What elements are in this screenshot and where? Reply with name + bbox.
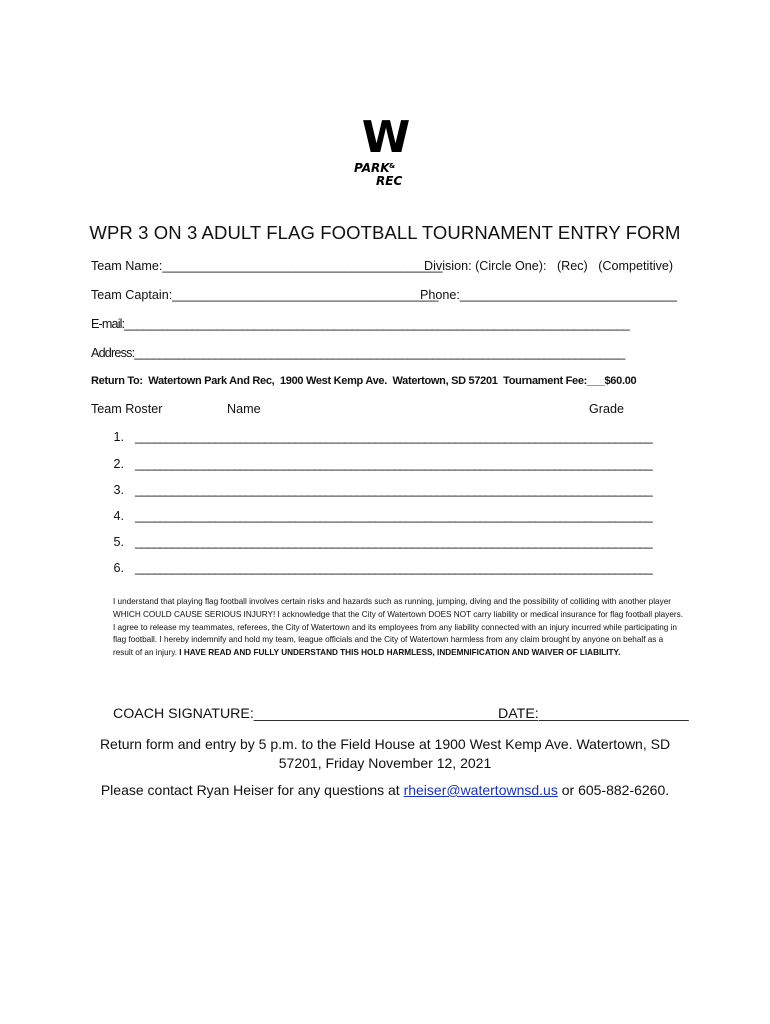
date-field[interactable]: DATE:___________________ xyxy=(498,706,689,722)
return-to-line: Return To: Watertown Park And Rec, 1900 West Kemp Ave. Watertown, SD 57201 Tournament Fee:___$60.00 xyxy=(91,375,637,387)
roster-line[interactable]: ____________________________________________________________________________________ xyxy=(135,561,652,575)
team-roster-label: Team Roster xyxy=(91,402,163,416)
roster-line[interactable]: ____________________________________________________________________________________ xyxy=(135,457,652,471)
form-title: WPR 3 ON 3 ADULT FLAG FOOTBALL TOURNAMENT ENTRY FORM xyxy=(89,222,681,243)
team-captain-field[interactable]: Team Captain:______________________________________ xyxy=(91,288,439,302)
roster-line[interactable]: ____________________________________________________________________________________ xyxy=(135,430,652,444)
email-field[interactable]: E-mail:__________________________________________________________________________________ xyxy=(91,317,629,331)
coach-signature-field[interactable]: COACH SIGNATURE:____________________________________ xyxy=(113,706,538,722)
logo-rec: REC xyxy=(376,174,403,188)
waiver-text: I understand that playing flag football involves certain risks and hazards such as running, jumping, diving and the possibility of colliding with another player WHICH COULD CAUSE SERIOUS INJURY! I acknowledge that the City of Watertown DOES NOT carry liability or medical insurance for flag football players. I agree to release my teammates, referees, the City of Watertown and its employees from any liability connected with an injury incurred while participating in flag football. I hereby indemnify and hold my team, league officials and the City of Watertown harmless from any claim brought by anyone on behalf as a result of an injury. xyxy=(113,597,683,658)
division-field[interactable]: Division: (Circle One): (Rec) (Competitive) xyxy=(424,259,674,273)
roster-number: 2. xyxy=(113,457,124,471)
logo-amp: & xyxy=(389,162,396,170)
roster-line[interactable]: ____________________________________________________________________________________ xyxy=(135,509,652,523)
roster-number: 1. xyxy=(113,430,124,444)
roster-line[interactable]: ____________________________________________________________________________________ xyxy=(135,483,652,497)
phone-field[interactable]: Phone:_______________________________ xyxy=(420,288,678,302)
park-rec-logo xyxy=(350,116,422,188)
roster-line[interactable]: ____________________________________________________________________________________ xyxy=(135,535,652,549)
team-name-field[interactable]: Team Name:________________________________________ xyxy=(91,259,443,273)
address-field[interactable]: Address:_______________________________________________________________________________ xyxy=(91,346,625,360)
waiver-acknowledgement: I HAVE READ AND FULLY UNDERSTAND THIS HOLD HARMLESS, INDEMNIFICATION AND WAIVER OF LIABILITY. xyxy=(179,648,621,658)
roster-grade-header: Grade xyxy=(589,402,625,416)
roster-number: 5. xyxy=(113,535,124,549)
roster-number: 3. xyxy=(113,483,124,497)
contact-suffix: or 605-882-6260. xyxy=(557,782,670,798)
roster-number: 4. xyxy=(113,509,124,523)
roster-number: 6. xyxy=(113,561,124,575)
logo-letter: W xyxy=(361,116,411,163)
logo-park: PARK xyxy=(354,161,390,175)
return-instructions: Return form and entry by 5 p.m. to the Field House at 1900 West Kemp Ave. Watertown, SD 57201, Friday November 12, 2021 xyxy=(99,736,671,771)
contact-line xyxy=(0,782,770,798)
waiver-paragraph xyxy=(113,596,685,660)
contact-prefix: Please contact Ryan Heiser for any questions at xyxy=(100,782,404,798)
roster-name-header: Name xyxy=(227,402,261,416)
contact-email-link[interactable]: rheiser@watertownsd.us xyxy=(403,782,558,798)
